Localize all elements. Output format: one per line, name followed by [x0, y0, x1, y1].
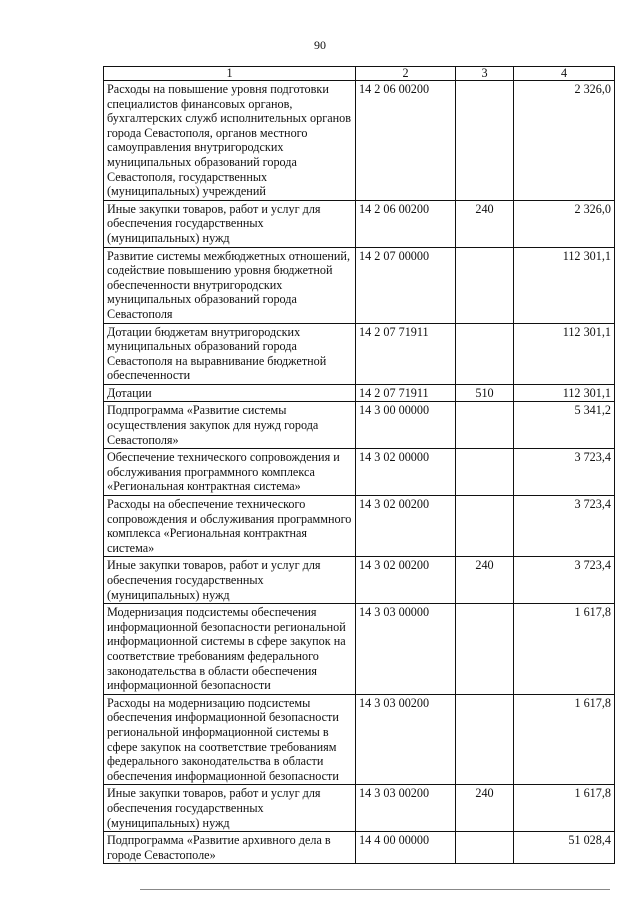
row-code: 14 2 07 00000 [356, 247, 456, 323]
row-code: 14 2 07 71911 [356, 384, 456, 402]
column-header: 4 [514, 67, 615, 81]
row-name: Иные закупки товаров, работ и услуг для обеспечения государственных (муниципальных) нужд [104, 200, 356, 247]
row-name: Расходы на повышение уровня подготовки специалистов финансовых органов, бухгалтерских служб исполнительных органов города Севастополя, органов местного самоуправления внутригородских муниципальных образований города Севастополя, государственных (муниципальных) учреждений [104, 81, 356, 201]
page-bottom-divider [140, 889, 610, 890]
table-row [104, 200, 615, 247]
row-name: Дотации [104, 384, 356, 402]
row-type: 240 [456, 200, 514, 247]
table-row [104, 832, 615, 864]
row-amount: 3 723,4 [514, 496, 615, 557]
budget-table [103, 66, 615, 864]
row-code: 14 2 07 71911 [356, 323, 456, 384]
row-type [456, 832, 514, 864]
row-code: 14 3 03 00000 [356, 604, 456, 695]
row-amount: 112 301,1 [514, 323, 615, 384]
row-name: Расходы на модернизацию подсистемы обеспечения информационной безопасности региональной информационной системы в сфере закупок на соответствие требованиям федерального законодательства в области обеспечения информационной безопасности [104, 694, 356, 785]
page-number: 90 [314, 38, 326, 52]
row-code: 14 2 06 00200 [356, 200, 456, 247]
row-type: 510 [456, 384, 514, 402]
column-header: 1 [104, 67, 356, 81]
table-row [104, 449, 615, 496]
row-amount: 3 723,4 [514, 557, 615, 604]
table-row [104, 81, 615, 201]
row-amount: 3 723,4 [514, 449, 615, 496]
row-type [456, 323, 514, 384]
row-code: 14 4 00 00000 [356, 832, 456, 864]
table-row [104, 323, 615, 384]
row-name: Подпрограмма «Развитие архивного дела в городе Севастополе» [104, 832, 356, 864]
row-name: Дотации бюджетам внутригородских муниципальных образований города Севастополя на выравнивание бюджетной обеспеченности [104, 323, 356, 384]
row-name: Иные закупки товаров, работ и услуг для обеспечения государственных (муниципальных) нужд [104, 557, 356, 604]
row-name: Развитие системы межбюджетных отношений, содействие повышению уровня бюджетной обеспеченности внутригородских муниципальных образований города Севастополя [104, 247, 356, 323]
row-code: 14 3 02 00200 [356, 496, 456, 557]
row-amount: 1 617,8 [514, 694, 615, 785]
row-amount: 1 617,8 [514, 785, 615, 832]
row-type [456, 402, 514, 449]
row-code: 14 3 03 00200 [356, 694, 456, 785]
row-type [456, 247, 514, 323]
row-code: 14 3 00 00000 [356, 402, 456, 449]
row-type [456, 694, 514, 785]
row-code: 14 3 02 00000 [356, 449, 456, 496]
row-type: 240 [456, 785, 514, 832]
row-code: 14 3 03 00200 [356, 785, 456, 832]
row-name: Подпрограмма «Развитие системы осуществления закупок для нужд города Севастополя» [104, 402, 356, 449]
row-amount: 112 301,1 [514, 247, 615, 323]
table-row [104, 402, 615, 449]
table-row [104, 604, 615, 695]
row-amount: 51 028,4 [514, 832, 615, 864]
row-amount: 2 326,0 [514, 81, 615, 201]
row-amount: 5 341,2 [514, 402, 615, 449]
table-row [104, 496, 615, 557]
column-header: 3 [456, 67, 514, 81]
table-row [104, 384, 615, 402]
row-code: 14 3 02 00200 [356, 557, 456, 604]
row-amount: 2 326,0 [514, 200, 615, 247]
row-type [456, 449, 514, 496]
row-type: 240 [456, 557, 514, 604]
column-header: 2 [356, 67, 456, 81]
row-amount: 1 617,8 [514, 604, 615, 695]
row-code: 14 2 06 00200 [356, 81, 456, 201]
row-name: Модернизация подсистемы обеспечения информационной безопасности региональной информационной системы в сфере закупок на соответствие требованиям федерального законодательства в области обеспечения информационной безопасности [104, 604, 356, 695]
row-name: Обеспечение технического сопровождения и обслуживания программного комплекса «Региональная контрактная система» [104, 449, 356, 496]
table-row [104, 694, 615, 785]
row-type [456, 604, 514, 695]
table-row [104, 557, 615, 604]
row-name: Расходы на обеспечение технического сопровождения и обслуживания программного комплекса «Региональная контрактная система» [104, 496, 356, 557]
table-row [104, 785, 615, 832]
row-name: Иные закупки товаров, работ и услуг для обеспечения государственных (муниципальных) нужд [104, 785, 356, 832]
row-amount: 112 301,1 [514, 384, 615, 402]
row-type [456, 496, 514, 557]
table-row [104, 247, 615, 323]
table-header-row [104, 67, 615, 81]
row-type [456, 81, 514, 201]
